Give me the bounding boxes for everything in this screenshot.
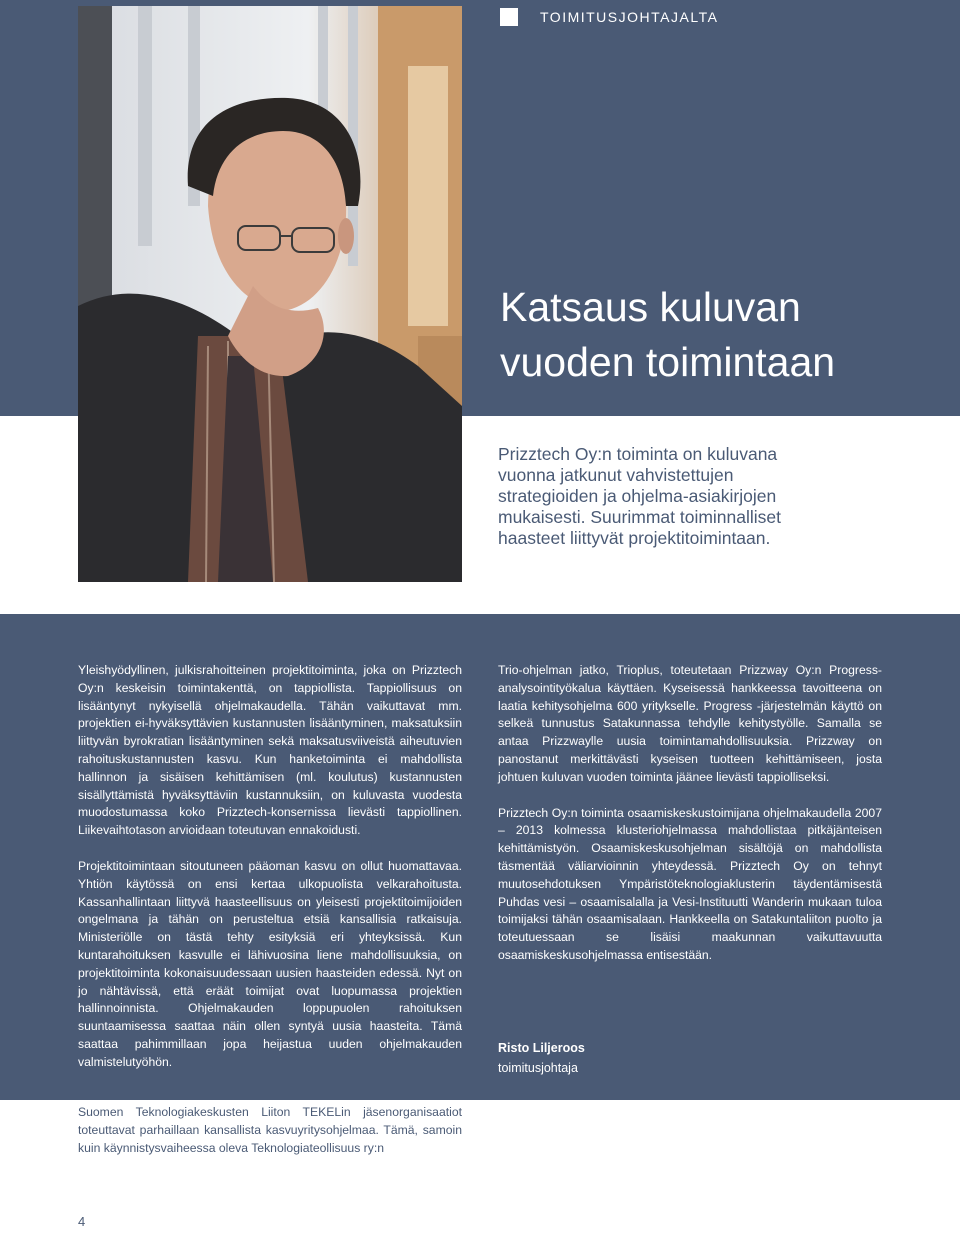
paragraph: Projektitoimintaan sitoutuneen pääoman kasvu on ollut huomattavaa. Yhtiön käytössä on ensi kertaa ulkopuolista velkarahoitusta. Kassanhallintaan liittyvä haasteellisuus on yleisesti projektitoimijoiden ongelmana ja tähän on perusteltua etsiä kansallisia ratkaisuja. Ministeriölle on tästä tehty esityksiä eri yhteyksissä. Kun kuntarahoituksen kasvulle ei lähivuosina liene mahdollisuuksia, on projektitoiminta kokonaisuudessaan uusien haasteiden edessä. Nyt on jo nähtävissä, että eräät toimijat ovat luopumassa projektien hallinnoinnista. Ohjelmakauden loppupuolen rahoituksen suuntaamisessa saattaa näin ollen syntyä uusia haasteita. Tämä saattaa pahimmillaan jopa heijastua uuden ohjelmakauden valmistelutyöhön. — [78, 858, 462, 1069]
portrait-photo — [78, 6, 462, 582]
left-column — [78, 662, 462, 1090]
paragraph: Yleishyödyllinen, julkisrahoitteinen projektitoiminta, joka on Prizztech Oy:n keskeisin toimintakenttä, on tappiollista. Tappiollisuus on lisääntynyt nykyisellä ohjelmakaudella. Tähän vaikuttavat mm. projektien ei-hyväksyttävien kustannusten lisääntyminen, maksatuksiin liittyvän byrokratian lisääntyminen sekä maksatusviiveistä aiheutuvien rahoituskustannusten kasvu. Kun hanketoiminta ei mahdollista hallinnon ja sisäisen kehittämisen (ml. koulutus) kustannusten sisällyttämistä hyväksyttäviin kustannuksiin, on kuluvasta vuodesta muodostumassa koko Prizztech-konsernissa lievästi tappiollinen. Liikevaihtotason arvioidaan toteutuvan ennakoidusti. — [78, 663, 462, 838]
right-column — [498, 662, 882, 983]
lead-line: mukaisesti. Suurimmat toiminnalliset — [498, 507, 782, 527]
title-line: vuoden toimintaan — [500, 339, 836, 385]
lead-line: haasteet liittyvät projektitoimintaan. — [498, 528, 771, 548]
signature-role: toimitusjohtaja — [498, 1061, 578, 1075]
bottom-paragraph: Suomen Teknologiakeskusten Liiton TEKELin jäsenorganisaatiot toteuttavat parhaillaan kansallista kasvuyritysohjelmaa. Tämä, samoin kuin käynnistysvaiheessa oleva Teknologiateollisuus ry:n — [78, 1105, 462, 1155]
section-label — [500, 8, 718, 26]
lead-line: Prizztech Oy:n toiminta on kuluvana — [498, 444, 778, 464]
page-title — [500, 280, 940, 390]
section-label-text: TOIMITUSJOHTAJALTA — [540, 9, 719, 25]
square-marker-icon — [500, 8, 518, 26]
paragraph: Trio-ohjelman jatko, Trioplus, toteutetaan Prizzway Oy:n Progress-analysointityökalua käyttäen. Kyseisessä hankkeessa tavoitteena on laatia kehitysohjelma 600 yritykselle. Progress -järjestelmän käyttö on selkeä tunnustus Satakunnassa tehdylle kehitystyölle. Samalla se antaa Prizzwaylle uusia toimintamahdollisuuksia. Prizzway on panostanut merkittävästi kyseisen tuotteen kehittämiseen, josta johtuen kuluvan vuoden toiminta jäänee lievästi tappiolliseksi. — [498, 663, 882, 784]
signature-name: Risto Liljeroos — [498, 1041, 585, 1055]
lead-paragraph — [498, 444, 918, 549]
title-line: Katsaus kuluvan — [500, 284, 801, 330]
lead-line: strategioiden ja ohjelma-asiakirjojen — [498, 486, 777, 506]
portrait-illustration — [78, 6, 462, 582]
page-number: 4 — [78, 1214, 86, 1229]
paragraph: Prizztech Oy:n toiminta osaamiskeskustoimijana ohjelmakaudella 2007 – 2013 kolmessa klusteriohjelmassa mahdollistaa pitkäjänteisen kehittämistyön. Osaamiskeskusohjelman sisältöjä on mahdollista täsmentää väliarvioinnin yhteydessä. Prizztech Oy on tehnyt muutosehdotuksen Ympäristöteknologiaklusterin täydentämisestä Puhdas vesi – osaamisalalla ja Vesi-Instituutti Wanderin mukaan tuloa toimijaksi tähän osaamisalaan. Hankkeella on Satakuntaliiton puolto ja toteutuessaan se lisäisi maakunnan vaikuttavuutta osaamiskeskusohjelmassa entisestään. — [498, 805, 882, 962]
lead-line: vuonna jatkunut vahvistettujen — [498, 465, 734, 485]
